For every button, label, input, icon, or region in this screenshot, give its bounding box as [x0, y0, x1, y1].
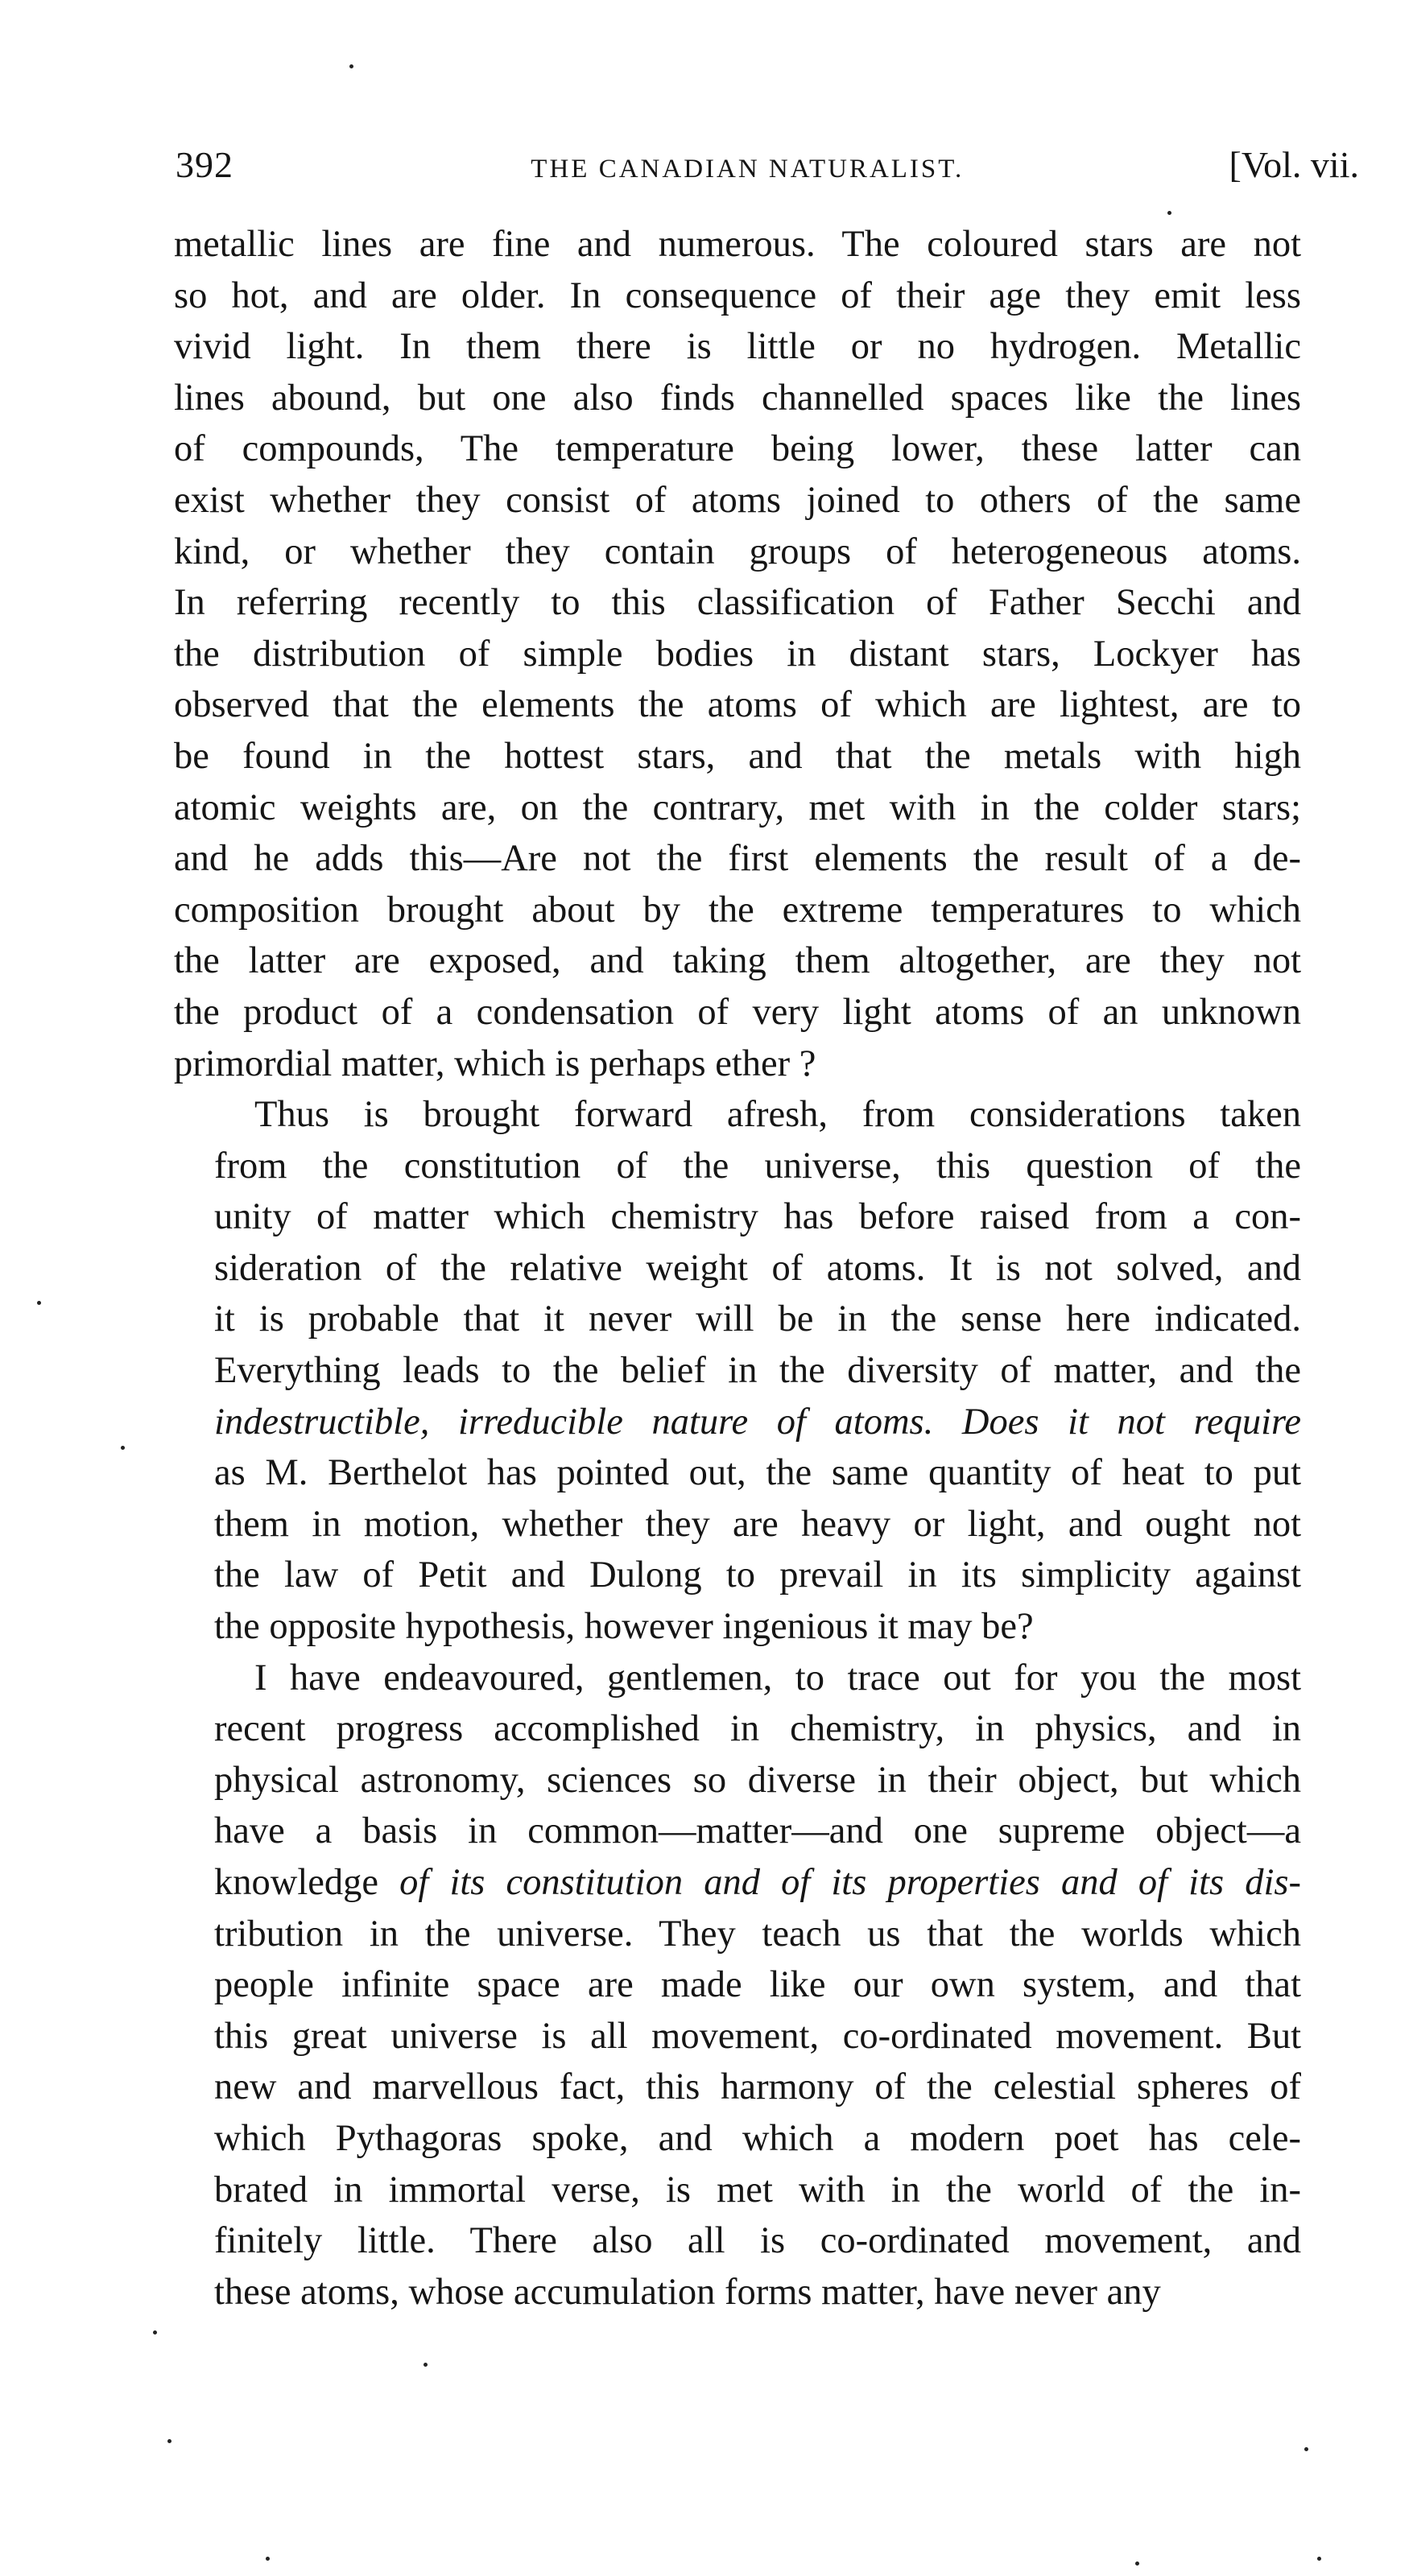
scan-speck: [153, 2330, 157, 2334]
scan-speck: [1167, 211, 1171, 215]
text-line: indestructible, irreducible nature of atoms. Does it not require: [214, 1401, 1302, 1443]
scan-speck: [1135, 2562, 1139, 2566]
text-line: exist whether they consist of atoms joined to others of the same: [174, 479, 1301, 521]
text-line: Everything leads to the belief in the diversity of matter, and the: [214, 1350, 1301, 1392]
text-line: be found in the hottest stars, and that the metals with high: [174, 735, 1301, 777]
text-line: the latter are exposed, and taking them altogether, are they not: [174, 940, 1301, 982]
text-line: In referring recently to this classification of Father Secchi and: [174, 582, 1301, 624]
paragraph: [174, 1089, 1301, 1653]
text-line: the opposite hypothesis, however ingenious it may be?: [214, 1606, 1034, 1648]
scan-speck: [121, 1446, 125, 1450]
scan-speck: [167, 2439, 171, 2443]
text-line: as M. Berthelot has pointed out, the same quantity of heat to put: [214, 1452, 1301, 1494]
scan-speck: [1317, 2557, 1321, 2561]
scan-speck: [423, 2363, 428, 2367]
text-line: brated in immortal verse, is met with in the world of the in-: [214, 2169, 1301, 2211]
text-line: unity of matter which chemistry has before raised from a con-: [214, 1196, 1301, 1238]
text-line: this great universe is all movement, co-ordinated movement. But: [214, 2015, 1301, 2057]
text-line: new and marvellous fact, this harmony of the celestial spheres of: [214, 2066, 1301, 2108]
text-line: it is probable that it never will be in the sense here indicated.: [214, 1298, 1301, 1340]
text-line: of compounds, The temperature being lower, these latter can: [174, 428, 1301, 470]
text-line: tribution in the universe. They teach us that the worlds which: [214, 1913, 1301, 1955]
scan-speck: [266, 2557, 270, 2561]
text-line: recent progress accomplished in chemistry, in physics, and in: [214, 1708, 1301, 1750]
volume-label: [Vol. vii.: [1229, 144, 1359, 185]
text-line: from the constitution of the universe, this question of the: [214, 1145, 1301, 1187]
text-line: primordial matter, which is perhaps ether ?: [174, 1042, 816, 1084]
scan-speck: [37, 1301, 41, 1305]
text-line: which Pythagoras spoke, and which a modern poet has cele-: [214, 2117, 1301, 2159]
text-line: observed that the elements the atoms of which are lightest, are to: [174, 684, 1301, 726]
text-line: metallic lines are fine and numerous. The coloured stars are not: [174, 224, 1301, 265]
text-line: vivid light. In them there is little or no hydrogen. Metallic: [174, 326, 1301, 368]
text-line: the product of a condensation of very light atoms of an unknown: [174, 991, 1301, 1033]
text-line: these atoms, whose accumulation forms matter, have never any: [214, 2271, 1161, 2313]
text-line: and he adds this—Are not the first elements the result of a de-: [174, 838, 1301, 880]
paragraph: [174, 1653, 1301, 2318]
paragraph: [174, 219, 1301, 1089]
text-line: the law of Petit and Dulong to prevail in its simplicity against: [214, 1554, 1301, 1596]
text-line: I have endeavoured, gentlemen, to trace out for you the most: [254, 1657, 1301, 1699]
text-line: knowledge of its constitution and of its properties and of its dis-: [214, 1862, 1301, 1903]
text-line: finitely little. There also all is co-ordinated movement, and: [214, 2220, 1301, 2262]
text-line: people infinite space are made like our own system, and that: [214, 1964, 1301, 2006]
text-line: Thus is brought forward afresh, from considerations taken: [254, 1094, 1301, 1136]
text-line: them in motion, whether they are heavy or light, and ought not: [214, 1503, 1301, 1545]
running-header: [176, 143, 1359, 200]
text-line: the distribution of simple bodies in distant stars, Lockyer has: [174, 633, 1301, 675]
text-line: sideration of the relative weight of atoms. It is not solved, and: [214, 1247, 1301, 1289]
text-line: physical astronomy, sciences so diverse in their object, but which: [214, 1759, 1301, 1801]
scan-speck: [349, 64, 353, 68]
text-line: so hot, and are older. In consequence of their age they emit less: [174, 275, 1301, 316]
scan-speck: [1304, 2447, 1308, 2451]
page-number: 392: [176, 144, 233, 185]
text-line: have a basis in common—matter—and one supreme object—a: [214, 1810, 1301, 1852]
running-title: THE CANADIAN NATURALIST.: [531, 155, 965, 184]
text-line: lines abound, but one also finds channelled spaces like the lines: [174, 377, 1301, 419]
text-line: atomic weights are, on the contrary, met with in the colder stars;: [174, 786, 1301, 828]
text-line: kind, or whether they contain groups of heterogeneous atoms.: [174, 530, 1301, 572]
text-line: composition brought about by the extreme temperatures to which: [174, 889, 1301, 931]
body-text: [174, 219, 1301, 2318]
